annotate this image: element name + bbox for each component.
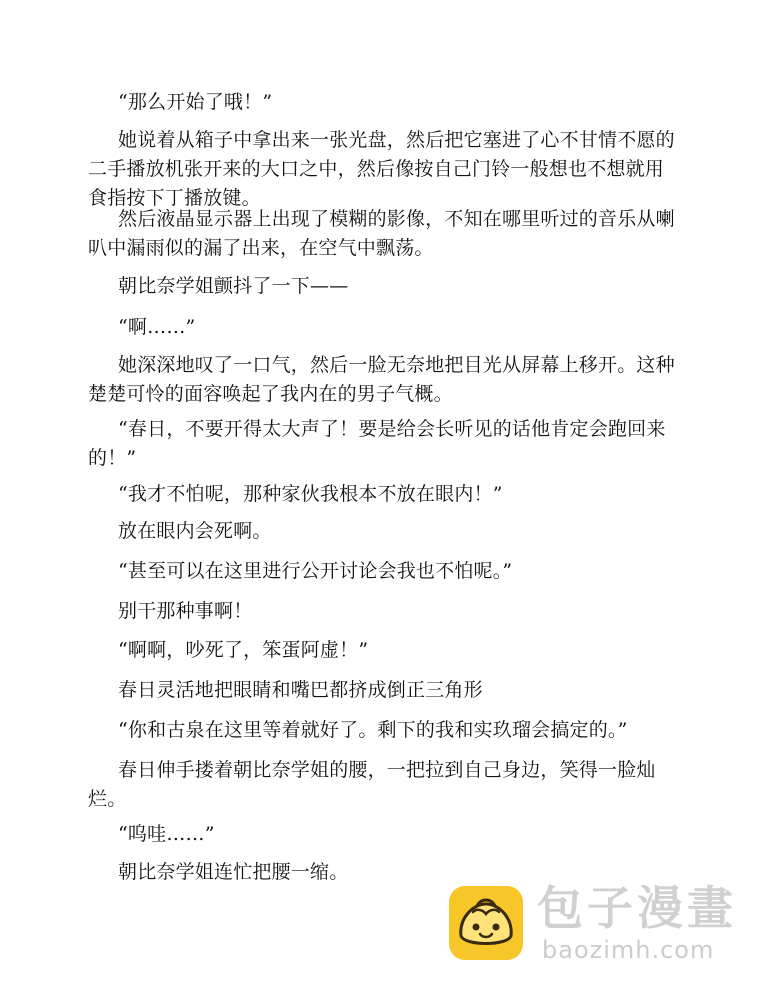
paragraph-12: “啊啊，吵死了，笨蛋阿虚！” bbox=[118, 639, 369, 661]
bun-mascot-icon bbox=[447, 884, 525, 962]
paragraph-14: “你和古泉在这里等着就好了。剩下的我和实玖瑠会搞定的。” bbox=[118, 719, 628, 741]
paragraph-9: 放在眼内会死啊。 bbox=[118, 520, 272, 542]
watermark-brand-en: baozimh.com bbox=[542, 936, 715, 964]
paragraph-15: 春日伸手搂着朝比奈学姐的腰，一把拉到自己身边，笑得一脸灿烂。 bbox=[88, 759, 656, 810]
paragraph-11: 别干那种事啊！ bbox=[118, 600, 253, 622]
paragraph-13: 春日灵活地把眼睛和嘴巴都挤成倒正三角形 bbox=[118, 679, 483, 701]
watermark-brand-cn: 包子漫畫 bbox=[537, 881, 737, 935]
paragraph-5: “啊……” bbox=[118, 316, 196, 338]
paragraph-6: 她深深地叹了一口气，然后一脸无奈地把目光从屏幕上移开。这种楚楚可怜的面容唤起了我内在的男子气概。 bbox=[88, 354, 675, 405]
paragraph-7: “春日，不要开得太大声了！要是给会长听见的话他肯定会跑回来的！” bbox=[88, 418, 666, 469]
paragraph-2: 她说着从箱子中拿出来一张光盘，然后把它塞进了心不甘情不愿的二手播放机张开来的大口之中，然后像按自己门铃一般想也不想就用食指按下丁播放键。 bbox=[88, 129, 675, 209]
paragraph-8: “我才不怕呢，那种家伙我根本不放在眼内！” bbox=[118, 483, 503, 505]
paragraph-17: 朝比奈学姐连忙把腰一缩。 bbox=[118, 861, 349, 883]
paragraph-3: 然后液晶显示器上出现了模糊的影像，不知在哪里听过的音乐从喇叭中漏雨似的漏了出来，在空气中飘荡。 bbox=[88, 208, 675, 259]
paragraph-16: “呜哇……” bbox=[118, 823, 215, 845]
paragraph-4: 朝比奈学姐颤抖了一下—— bbox=[118, 275, 349, 297]
paragraph-10: “甚至可以在这里进行公开讨论会我也不怕呢。” bbox=[118, 560, 513, 582]
watermark bbox=[447, 880, 747, 970]
paragraph-1: “那么开始了哦！” bbox=[118, 91, 273, 113]
